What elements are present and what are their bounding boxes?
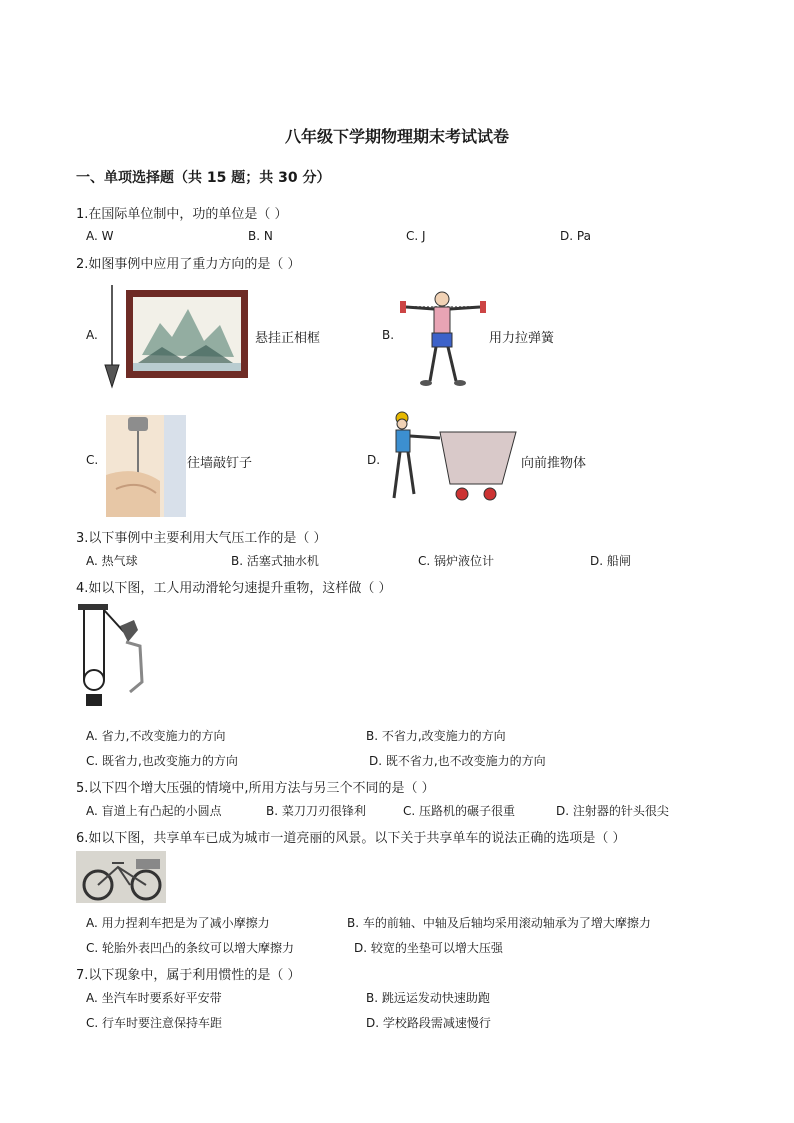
- q5-option-a[interactable]: A. 盲道上有凸起的小圆点: [86, 804, 222, 818]
- pushing-cart-image: [384, 410, 520, 508]
- q3-option-a[interactable]: A. 热气球: [86, 554, 138, 568]
- q2-option-c-letter[interactable]: C.: [86, 453, 99, 467]
- q4-option-d[interactable]: D. 既不省力,也不改变施力的方向: [369, 754, 546, 768]
- q7-option-a[interactable]: A. 坐汽车时要系好平安带: [86, 991, 222, 1005]
- q6-option-c[interactable]: C. 轮胎外表凹凸的条纹可以增大摩擦力: [86, 941, 295, 955]
- section-heading: 一、单项选择题（共 15 题；共 30 分）: [76, 170, 331, 186]
- q2-option-b-letter[interactable]: B.: [382, 328, 395, 342]
- q2-option-d-caption: 向前推物体: [521, 456, 587, 471]
- q7-option-b[interactable]: B. 跳远运发动快速助跑: [366, 991, 490, 1005]
- q4-option-c[interactable]: C. 既省力,也改变施力的方向: [86, 754, 238, 768]
- question-1: 1.在国际单位制中，功的单位是（ ）: [76, 207, 288, 222]
- spring-puller-image: [398, 285, 488, 390]
- question-6: 6.如以下图，共享单车已成为城市一道亮丽的风景。以下关于共享单车的说法正确的选项是（ ）: [76, 831, 626, 846]
- q7-option-d[interactable]: D. 学校路段需减速慢行: [366, 1016, 491, 1030]
- q6-option-a[interactable]: A. 用力捏剎车把是为了减小摩擦力: [86, 916, 270, 930]
- q6-option-d[interactable]: D. 较宽的坐垫可以增大压强: [354, 941, 503, 955]
- hammer-nail-image: [106, 415, 186, 517]
- hanging-frame-image: [102, 285, 252, 390]
- q2-option-a-letter[interactable]: A.: [86, 328, 98, 342]
- q7-option-c[interactable]: C. 行车时要注意保持车距: [86, 1016, 223, 1030]
- q5-option-d[interactable]: D. 注射器的针头很尖: [556, 804, 669, 818]
- q3-option-d[interactable]: D. 船闸: [590, 554, 631, 568]
- q3-option-c[interactable]: C. 锅炉液位计: [418, 554, 495, 568]
- pulley-image: [76, 602, 146, 712]
- q5-option-c[interactable]: C. 压路机的碾子很重: [403, 804, 516, 818]
- question-2: 2.如图事例中应用了重力方向的是（ ）: [76, 257, 301, 272]
- question-5: 5.以下四个增大压强的情境中,所用方法与另三个不同的是（ ）: [76, 781, 435, 796]
- q4-option-a[interactable]: A. 省力,不改变施力的方向: [86, 729, 226, 743]
- q1-option-d[interactable]: D. Pa: [560, 229, 591, 243]
- q5-option-b[interactable]: B. 菜刀刀刃很锋利: [266, 804, 366, 818]
- question-4: 4.如以下图，工人用动滑轮匀速提升重物，这样做（ ）: [76, 581, 392, 596]
- q4-option-b[interactable]: B. 不省力,改变施力的方向: [366, 729, 506, 743]
- q6-option-b[interactable]: B. 车的前轴、中轴及后轴均采用滚动轴承为了增大摩擦力: [347, 916, 651, 930]
- q2-option-b-caption: 用力拉弹簧: [489, 331, 555, 346]
- shared-bike-image: [76, 851, 166, 903]
- question-7: 7.以下现象中，属于利用惯性的是（ ）: [76, 968, 301, 983]
- q2-option-a-caption: 悬挂正相框: [255, 331, 321, 346]
- question-3: 3.以下事例中主要利用大气压工作的是（ ）: [76, 531, 327, 546]
- q1-option-a[interactable]: A. W: [86, 229, 114, 243]
- q2-option-d-letter[interactable]: D.: [367, 453, 381, 467]
- q3-option-b[interactable]: B. 活塞式抽水机: [231, 554, 319, 568]
- q1-option-c[interactable]: C. J: [406, 229, 426, 243]
- q2-option-c-caption: 往墙敲钉子: [187, 456, 253, 471]
- q1-option-b[interactable]: B. N: [248, 229, 273, 243]
- page-title: 八年级下学期物理期末考试试卷: [284, 127, 509, 146]
